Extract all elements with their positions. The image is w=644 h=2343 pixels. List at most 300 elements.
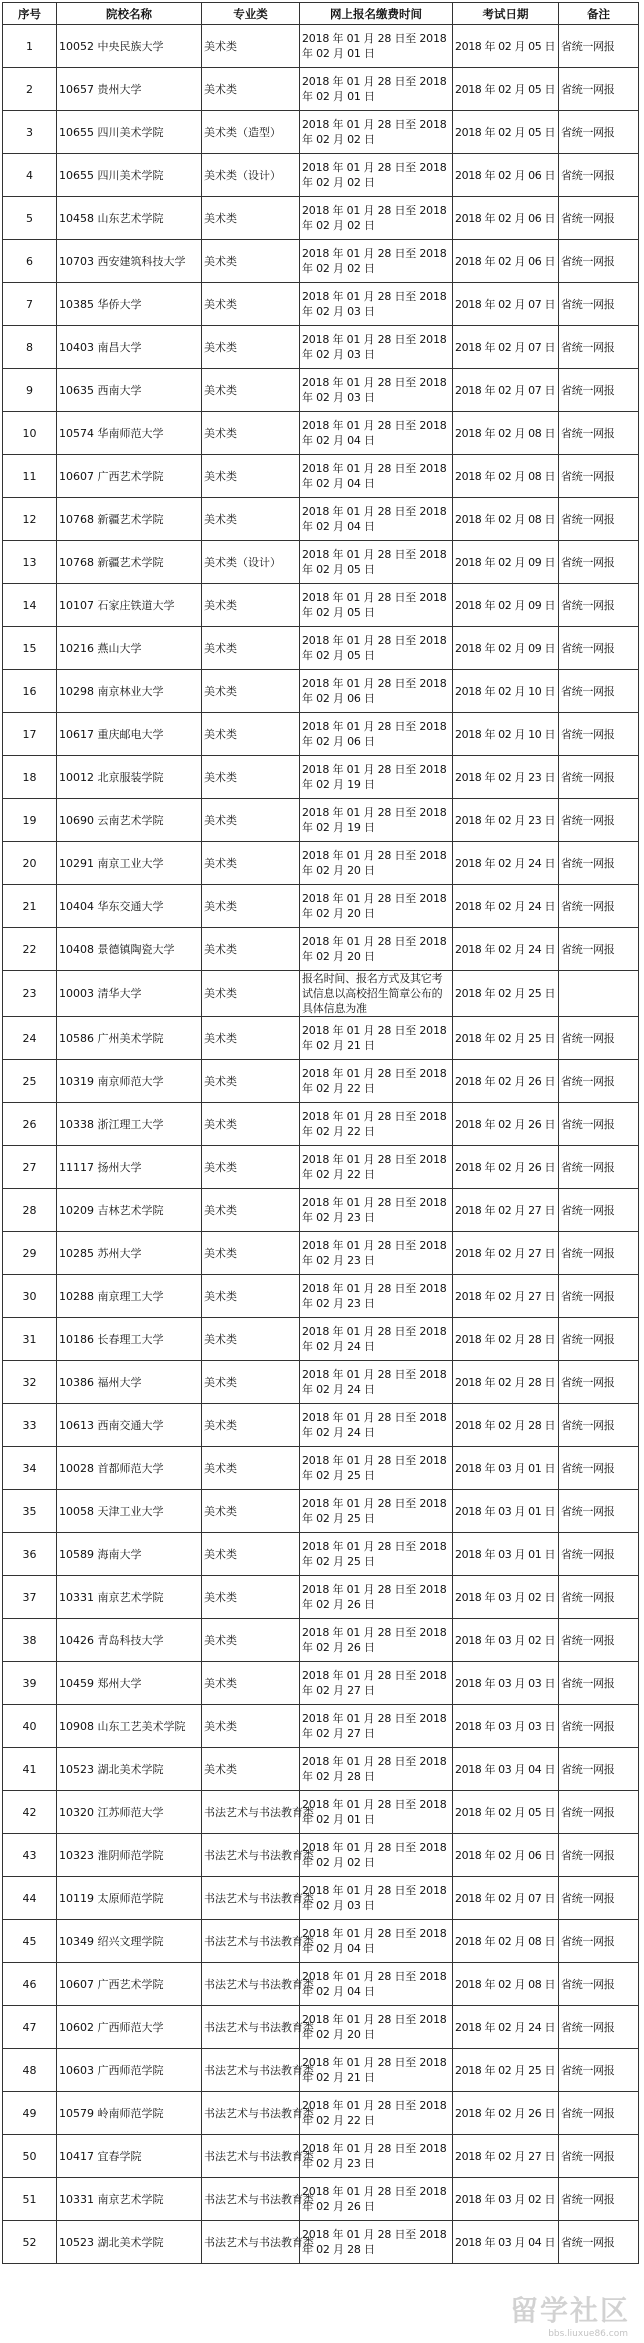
- table-row: [3, 2178, 639, 2221]
- cell-registration-time: 2018 年 01 月 28 日至 2018 年 02 月 04 日: [300, 1920, 453, 1963]
- cell-note: 省统一网报: [559, 1920, 639, 1963]
- table-row: [3, 842, 639, 885]
- cell-registration-time: 2018 年 01 月 28 日至 2018 年 02 月 02 日: [300, 154, 453, 197]
- cell-school: 10107 石家庄铁道大学: [57, 584, 202, 627]
- cell-major: 美术类: [202, 197, 300, 240]
- cell-exam-date: 2018 年 02 月 23 日: [453, 756, 559, 799]
- cell-school: 10523 湖北美术学院: [57, 1748, 202, 1791]
- cell-registration-time: 2018 年 01 月 28 日至 2018 年 02 月 19 日: [300, 756, 453, 799]
- cell-exam-date: 2018 年 02 月 06 日: [453, 197, 559, 240]
- cell-index: 23: [3, 971, 57, 1017]
- cell-school: 10349 绍兴文理学院: [57, 1920, 202, 1963]
- cell-exam-date: 2018 年 02 月 10 日: [453, 670, 559, 713]
- cell-index: 6: [3, 240, 57, 283]
- cell-note: 省统一网报: [559, 197, 639, 240]
- cell-index: 29: [3, 1232, 57, 1275]
- cell-school: 10404 华东交通大学: [57, 885, 202, 928]
- cell-index: 18: [3, 756, 57, 799]
- cell-index: 50: [3, 2135, 57, 2178]
- cell-index: 15: [3, 627, 57, 670]
- cell-note: 省统一网报: [559, 1705, 639, 1748]
- cell-registration-time: 2018 年 01 月 28 日至 2018 年 02 月 22 日: [300, 2092, 453, 2135]
- cell-school: 10285 苏州大学: [57, 1232, 202, 1275]
- table-row: [3, 1017, 639, 1060]
- cell-note: 省统一网报: [559, 584, 639, 627]
- cell-exam-date: 2018 年 02 月 23 日: [453, 799, 559, 842]
- cell-exam-date: 2018 年 02 月 27 日: [453, 1275, 559, 1318]
- cell-registration-time: 2018 年 01 月 28 日至 2018 年 02 月 28 日: [300, 2221, 453, 2264]
- cell-school: 10602 广西师范大学: [57, 2006, 202, 2049]
- cell-major: 美术类: [202, 885, 300, 928]
- cell-registration-time: 2018 年 01 月 28 日至 2018 年 02 月 28 日: [300, 1748, 453, 1791]
- cell-registration-time: 报名时间、报名方式及其它考试信息以高校招生简章公布的具体信息为准: [300, 971, 453, 1017]
- cell-exam-date: 2018 年 02 月 27 日: [453, 1189, 559, 1232]
- header-exam-date: 考试日期: [453, 3, 559, 25]
- table-row: [3, 1576, 639, 1619]
- table-row: [3, 1404, 639, 1447]
- cell-exam-date: 2018 年 02 月 08 日: [453, 412, 559, 455]
- cell-exam-date: 2018 年 02 月 08 日: [453, 455, 559, 498]
- cell-exam-date: 2018 年 02 月 06 日: [453, 154, 559, 197]
- cell-note: 省统一网报: [559, 1189, 639, 1232]
- cell-registration-time: 2018 年 01 月 28 日至 2018 年 02 月 06 日: [300, 670, 453, 713]
- cell-exam-date: 2018 年 02 月 08 日: [453, 1920, 559, 1963]
- cell-school: 10216 燕山大学: [57, 627, 202, 670]
- table-row: [3, 756, 639, 799]
- cell-major: 美术类: [202, 25, 300, 68]
- cell-school: 10908 山东工艺美术学院: [57, 1705, 202, 1748]
- cell-note: 省统一网报: [559, 670, 639, 713]
- cell-major: 美术类: [202, 756, 300, 799]
- cell-registration-time: 2018 年 01 月 28 日至 2018 年 02 月 26 日: [300, 1576, 453, 1619]
- cell-index: 51: [3, 2178, 57, 2221]
- cell-index: 46: [3, 1963, 57, 2006]
- cell-major: 美术类: [202, 1619, 300, 1662]
- table-header-row: [3, 3, 639, 25]
- cell-note: 省统一网报: [559, 111, 639, 154]
- cell-exam-date: 2018 年 02 月 06 日: [453, 240, 559, 283]
- cell-school: 10028 首都师范大学: [57, 1447, 202, 1490]
- cell-major: 美术类: [202, 1447, 300, 1490]
- table-row: [3, 455, 639, 498]
- cell-index: 27: [3, 1146, 57, 1189]
- cell-index: 43: [3, 1834, 57, 1877]
- table-row: [3, 1318, 639, 1361]
- cell-school: 10613 西南交通大学: [57, 1404, 202, 1447]
- cell-major: 美术类: [202, 1146, 300, 1189]
- cell-school: 10655 四川美术学院: [57, 111, 202, 154]
- cell-registration-time: 2018 年 01 月 28 日至 2018 年 02 月 04 日: [300, 498, 453, 541]
- cell-index: 16: [3, 670, 57, 713]
- cell-major: 美术类: [202, 1576, 300, 1619]
- cell-major: 书法艺术与书法教育类: [202, 2092, 300, 2135]
- cell-school: 10385 华侨大学: [57, 283, 202, 326]
- table-row: [3, 1103, 639, 1146]
- cell-registration-time: 2018 年 01 月 28 日至 2018 年 02 月 03 日: [300, 283, 453, 326]
- cell-major: 美术类: [202, 713, 300, 756]
- cell-major: 美术类: [202, 1189, 300, 1232]
- cell-major: 美术类: [202, 455, 300, 498]
- cell-registration-time: 2018 年 01 月 28 日至 2018 年 02 月 19 日: [300, 799, 453, 842]
- cell-registration-time: 2018 年 01 月 28 日至 2018 年 02 月 05 日: [300, 541, 453, 584]
- cell-note: 省统一网报: [559, 326, 639, 369]
- cell-registration-time: 2018 年 01 月 28 日至 2018 年 02 月 22 日: [300, 1146, 453, 1189]
- cell-index: 11: [3, 455, 57, 498]
- cell-index: 22: [3, 928, 57, 971]
- table-row: [3, 412, 639, 455]
- cell-registration-time: 2018 年 01 月 28 日至 2018 年 02 月 03 日: [300, 1877, 453, 1920]
- cell-index: 39: [3, 1662, 57, 1705]
- cell-school: 10012 北京服装学院: [57, 756, 202, 799]
- cell-exam-date: 2018 年 02 月 28 日: [453, 1318, 559, 1361]
- cell-registration-time: 2018 年 01 月 28 日至 2018 年 02 月 24 日: [300, 1404, 453, 1447]
- cell-major: 书法艺术与书法教育类: [202, 2221, 300, 2264]
- cell-index: 20: [3, 842, 57, 885]
- cell-major: 美术类: [202, 1748, 300, 1791]
- cell-registration-time: 2018 年 01 月 28 日至 2018 年 02 月 21 日: [300, 2049, 453, 2092]
- cell-school: 10331 南京艺术学院: [57, 2178, 202, 2221]
- cell-index: 13: [3, 541, 57, 584]
- cell-school: 10426 青岛科技大学: [57, 1619, 202, 1662]
- table-row: [3, 1232, 639, 1275]
- cell-exam-date: 2018 年 02 月 26 日: [453, 2092, 559, 2135]
- cell-exam-date: 2018 年 02 月 25 日: [453, 971, 559, 1017]
- cell-school: 11117 扬州大学: [57, 1146, 202, 1189]
- cell-note: 省统一网报: [559, 1060, 639, 1103]
- cell-school: 10607 广西艺术学院: [57, 455, 202, 498]
- table-row: [3, 1146, 639, 1189]
- cell-registration-time: 2018 年 01 月 28 日至 2018 年 02 月 23 日: [300, 1189, 453, 1232]
- cell-note: 省统一网报: [559, 799, 639, 842]
- cell-index: 35: [3, 1490, 57, 1533]
- cell-registration-time: 2018 年 01 月 28 日至 2018 年 02 月 02 日: [300, 111, 453, 154]
- cell-exam-date: 2018 年 03 月 01 日: [453, 1447, 559, 1490]
- cell-exam-date: 2018 年 02 月 05 日: [453, 1791, 559, 1834]
- cell-exam-date: 2018 年 02 月 06 日: [453, 1834, 559, 1877]
- cell-exam-date: 2018 年 03 月 01 日: [453, 1533, 559, 1576]
- cell-major: 美术类: [202, 412, 300, 455]
- cell-note: 省统一网报: [559, 154, 639, 197]
- cell-index: 21: [3, 885, 57, 928]
- cell-exam-date: 2018 年 02 月 05 日: [453, 68, 559, 111]
- cell-school: 10291 南京工业大学: [57, 842, 202, 885]
- cell-major: 美术类: [202, 369, 300, 412]
- table-row: [3, 154, 639, 197]
- cell-index: 10: [3, 412, 57, 455]
- cell-index: 31: [3, 1318, 57, 1361]
- cell-school: 10319 南京师范大学: [57, 1060, 202, 1103]
- cell-school: 10331 南京艺术学院: [57, 1576, 202, 1619]
- table-row: [3, 2135, 639, 2178]
- cell-major: 美术类: [202, 1232, 300, 1275]
- cell-exam-date: 2018 年 02 月 28 日: [453, 1361, 559, 1404]
- cell-note: 省统一网报: [559, 25, 639, 68]
- cell-index: 47: [3, 2006, 57, 2049]
- cell-index: 9: [3, 369, 57, 412]
- cell-index: 42: [3, 1791, 57, 1834]
- cell-note: 省统一网报: [559, 1791, 639, 1834]
- table-row: [3, 369, 639, 412]
- header-index: 序号: [3, 3, 57, 25]
- cell-exam-date: 2018 年 02 月 09 日: [453, 584, 559, 627]
- cell-registration-time: 2018 年 01 月 28 日至 2018 年 02 月 22 日: [300, 1103, 453, 1146]
- cell-major: 美术类: [202, 1060, 300, 1103]
- cell-note: 省统一网报: [559, 541, 639, 584]
- cell-registration-time: 2018 年 01 月 28 日至 2018 年 02 月 02 日: [300, 1834, 453, 1877]
- cell-note: 省统一网报: [559, 1619, 639, 1662]
- cell-note: 省统一网报: [559, 1662, 639, 1705]
- watermark-url: bbs.liuxue86.com: [548, 2329, 628, 2339]
- cell-index: 19: [3, 799, 57, 842]
- cell-major: 美术类: [202, 842, 300, 885]
- cell-exam-date: 2018 年 02 月 24 日: [453, 885, 559, 928]
- cell-note: 省统一网报: [559, 1017, 639, 1060]
- cell-school: 10657 贵州大学: [57, 68, 202, 111]
- cell-registration-time: 2018 年 01 月 28 日至 2018 年 02 月 24 日: [300, 1318, 453, 1361]
- cell-index: 38: [3, 1619, 57, 1662]
- cell-index: 40: [3, 1705, 57, 1748]
- cell-note: 省统一网报: [559, 498, 639, 541]
- cell-school: 10052 中央民族大学: [57, 25, 202, 68]
- cell-exam-date: 2018 年 03 月 02 日: [453, 2178, 559, 2221]
- cell-index: 52: [3, 2221, 57, 2264]
- cell-school: 10386 福州大学: [57, 1361, 202, 1404]
- table-body: [3, 25, 639, 2264]
- cell-exam-date: 2018 年 03 月 04 日: [453, 2221, 559, 2264]
- cell-exam-date: 2018 年 02 月 24 日: [453, 2006, 559, 2049]
- cell-index: 17: [3, 713, 57, 756]
- cell-index: 8: [3, 326, 57, 369]
- cell-registration-time: 2018 年 01 月 28 日至 2018 年 02 月 05 日: [300, 584, 453, 627]
- cell-note: 省统一网报: [559, 1576, 639, 1619]
- cell-major: 美术类: [202, 68, 300, 111]
- cell-school: 10288 南京理工大学: [57, 1275, 202, 1318]
- cell-major: 美术类: [202, 799, 300, 842]
- header-school: 院校名称: [57, 3, 202, 25]
- cell-note: 省统一网报: [559, 1748, 639, 1791]
- cell-index: 25: [3, 1060, 57, 1103]
- cell-school: 10003 清华大学: [57, 971, 202, 1017]
- table-row: [3, 1533, 639, 1576]
- cell-exam-date: 2018 年 02 月 26 日: [453, 1060, 559, 1103]
- cell-registration-time: 2018 年 01 月 28 日至 2018 年 02 月 02 日: [300, 240, 453, 283]
- table-row: [3, 1791, 639, 1834]
- cell-registration-time: 2018 年 01 月 28 日至 2018 年 02 月 02 日: [300, 197, 453, 240]
- table-row: [3, 1275, 639, 1318]
- cell-index: 33: [3, 1404, 57, 1447]
- cell-major: 美术类: [202, 1361, 300, 1404]
- cell-note: 省统一网报: [559, 1533, 639, 1576]
- cell-note: 省统一网报: [559, 885, 639, 928]
- cell-registration-time: 2018 年 01 月 28 日至 2018 年 02 月 21 日: [300, 1017, 453, 1060]
- cell-index: 1: [3, 25, 57, 68]
- cell-school: 10768 新疆艺术学院: [57, 498, 202, 541]
- table-row: [3, 541, 639, 584]
- cell-major: 美术类: [202, 1318, 300, 1361]
- cell-registration-time: 2018 年 01 月 28 日至 2018 年 02 月 01 日: [300, 1791, 453, 1834]
- cell-registration-time: 2018 年 01 月 28 日至 2018 年 02 月 27 日: [300, 1705, 453, 1748]
- cell-school: 10119 太原师范学院: [57, 1877, 202, 1920]
- cell-school: 10768 新疆艺术学院: [57, 541, 202, 584]
- cell-exam-date: 2018 年 02 月 07 日: [453, 369, 559, 412]
- cell-exam-date: 2018 年 02 月 09 日: [453, 541, 559, 584]
- table-row: [3, 1748, 639, 1791]
- cell-registration-time: 2018 年 01 月 28 日至 2018 年 02 月 24 日: [300, 1361, 453, 1404]
- cell-major: 书法艺术与书法教育类: [202, 2135, 300, 2178]
- cell-school: 10690 云南艺术学院: [57, 799, 202, 842]
- table-row: [3, 1834, 639, 1877]
- cell-note: 省统一网报: [559, 2006, 639, 2049]
- cell-registration-time: 2018 年 01 月 28 日至 2018 年 02 月 27 日: [300, 1662, 453, 1705]
- cell-exam-date: 2018 年 03 月 02 日: [453, 1576, 559, 1619]
- cell-note: 省统一网报: [559, 1318, 639, 1361]
- cell-major: 美术类: [202, 326, 300, 369]
- cell-exam-date: 2018 年 02 月 07 日: [453, 326, 559, 369]
- table-row: [3, 627, 639, 670]
- cell-note: [559, 971, 639, 1017]
- table-row: [3, 197, 639, 240]
- table-row: [3, 1920, 639, 1963]
- cell-index: 24: [3, 1017, 57, 1060]
- cell-school: 10459 郑州大学: [57, 1662, 202, 1705]
- cell-index: 36: [3, 1533, 57, 1576]
- cell-note: 省统一网报: [559, 1146, 639, 1189]
- cell-major: 美术类: [202, 627, 300, 670]
- cell-major: 美术类: [202, 1404, 300, 1447]
- cell-note: 省统一网报: [559, 283, 639, 326]
- cell-major: 美术类: [202, 283, 300, 326]
- cell-major: 美术类: [202, 1490, 300, 1533]
- cell-school: 10574 华南师范大学: [57, 412, 202, 455]
- table-row: [3, 971, 639, 1017]
- table-row: [3, 2006, 639, 2049]
- table-row: [3, 1361, 639, 1404]
- table-row: [3, 1189, 639, 1232]
- table-row: [3, 1662, 639, 1705]
- cell-registration-time: 2018 年 01 月 28 日至 2018 年 02 月 25 日: [300, 1533, 453, 1576]
- table-row: [3, 713, 639, 756]
- cell-exam-date: 2018 年 02 月 24 日: [453, 842, 559, 885]
- table-row: [3, 2092, 639, 2135]
- table-row: [3, 1619, 639, 1662]
- table-row: [3, 1877, 639, 1920]
- cell-note: 省统一网报: [559, 68, 639, 111]
- cell-exam-date: 2018 年 03 月 03 日: [453, 1705, 559, 1748]
- cell-registration-time: 2018 年 01 月 28 日至 2018 年 02 月 06 日: [300, 713, 453, 756]
- cell-exam-date: 2018 年 02 月 10 日: [453, 713, 559, 756]
- cell-major: 书法艺术与书法教育类: [202, 2049, 300, 2092]
- table-row: [3, 68, 639, 111]
- table-row: [3, 1490, 639, 1533]
- cell-major: 美术类: [202, 1275, 300, 1318]
- cell-note: 省统一网报: [559, 2178, 639, 2221]
- cell-school: 10338 浙江理工大学: [57, 1103, 202, 1146]
- cell-registration-time: 2018 年 01 月 28 日至 2018 年 02 月 23 日: [300, 1275, 453, 1318]
- table-row: [3, 283, 639, 326]
- cell-exam-date: 2018 年 02 月 24 日: [453, 928, 559, 971]
- cell-school: 10635 西南大学: [57, 369, 202, 412]
- cell-registration-time: 2018 年 01 月 28 日至 2018 年 02 月 20 日: [300, 842, 453, 885]
- cell-exam-date: 2018 年 02 月 08 日: [453, 1963, 559, 2006]
- cell-major: 美术类: [202, 1533, 300, 1576]
- cell-index: 34: [3, 1447, 57, 1490]
- cell-major: 书法艺术与书法教育类: [202, 2178, 300, 2221]
- cell-major: 书法艺术与书法教育类: [202, 1920, 300, 1963]
- header-major: 专业类: [202, 3, 300, 25]
- cell-school: 10589 海南大学: [57, 1533, 202, 1576]
- cell-registration-time: 2018 年 01 月 28 日至 2018 年 02 月 05 日: [300, 627, 453, 670]
- cell-note: 省统一网报: [559, 240, 639, 283]
- cell-registration-time: 2018 年 01 月 28 日至 2018 年 02 月 26 日: [300, 1619, 453, 1662]
- cell-note: 省统一网报: [559, 2135, 639, 2178]
- cell-major: 美术类: [202, 240, 300, 283]
- cell-note: 省统一网报: [559, 2092, 639, 2135]
- table-row: [3, 240, 639, 283]
- cell-exam-date: 2018 年 02 月 26 日: [453, 1146, 559, 1189]
- cell-school: 10603 广西师范学院: [57, 2049, 202, 2092]
- cell-registration-time: 2018 年 01 月 28 日至 2018 年 02 月 23 日: [300, 1232, 453, 1275]
- cell-index: 2: [3, 68, 57, 111]
- table-row: [3, 25, 639, 68]
- cell-index: 12: [3, 498, 57, 541]
- cell-exam-date: 2018 年 02 月 08 日: [453, 498, 559, 541]
- cell-note: 省统一网报: [559, 2221, 639, 2264]
- cell-note: 省统一网报: [559, 1877, 639, 1920]
- cell-major: 美术类（造型）: [202, 111, 300, 154]
- table-row: [3, 1447, 639, 1490]
- table-row: [3, 584, 639, 627]
- cell-note: 省统一网报: [559, 455, 639, 498]
- cell-school: 10408 景德镇陶瓷大学: [57, 928, 202, 971]
- cell-note: 省统一网报: [559, 1963, 639, 2006]
- cell-index: 4: [3, 154, 57, 197]
- cell-index: 45: [3, 1920, 57, 1963]
- cell-exam-date: 2018 年 02 月 25 日: [453, 2049, 559, 2092]
- cell-index: 14: [3, 584, 57, 627]
- watermark-logo: 留学社区: [509, 2294, 630, 2327]
- cell-exam-date: 2018 年 02 月 26 日: [453, 1103, 559, 1146]
- cell-note: 省统一网报: [559, 1361, 639, 1404]
- cell-major: 美术类: [202, 584, 300, 627]
- cell-school: 10320 江苏师范大学: [57, 1791, 202, 1834]
- table-row: [3, 799, 639, 842]
- cell-note: 省统一网报: [559, 412, 639, 455]
- cell-index: 32: [3, 1361, 57, 1404]
- cell-registration-time: 2018 年 01 月 28 日至 2018 年 02 月 20 日: [300, 928, 453, 971]
- header-note: 备注: [559, 3, 639, 25]
- cell-note: 省统一网报: [559, 713, 639, 756]
- cell-note: 省统一网报: [559, 1447, 639, 1490]
- cell-major: 美术类: [202, 498, 300, 541]
- cell-exam-date: 2018 年 02 月 28 日: [453, 1404, 559, 1447]
- cell-registration-time: 2018 年 01 月 28 日至 2018 年 02 月 25 日: [300, 1447, 453, 1490]
- cell-exam-date: 2018 年 02 月 07 日: [453, 1877, 559, 1920]
- table-row: [3, 498, 639, 541]
- header-registration-time: 网上报名缴费时间: [300, 3, 453, 25]
- table-row: [3, 2049, 639, 2092]
- cell-exam-date: 2018 年 03 月 04 日: [453, 1748, 559, 1791]
- cell-registration-time: 2018 年 01 月 28 日至 2018 年 02 月 20 日: [300, 2006, 453, 2049]
- cell-major: 美术类: [202, 1017, 300, 1060]
- cell-school: 10655 四川美术学院: [57, 154, 202, 197]
- cell-note: 省统一网报: [559, 928, 639, 971]
- cell-school: 10523 湖北美术学院: [57, 2221, 202, 2264]
- table-row: [3, 2221, 639, 2264]
- cell-exam-date: 2018 年 03 月 03 日: [453, 1662, 559, 1705]
- cell-major: 书法艺术与书法教育类: [202, 1963, 300, 2006]
- cell-school: 10703 西安建筑科技大学: [57, 240, 202, 283]
- cell-index: 37: [3, 1576, 57, 1619]
